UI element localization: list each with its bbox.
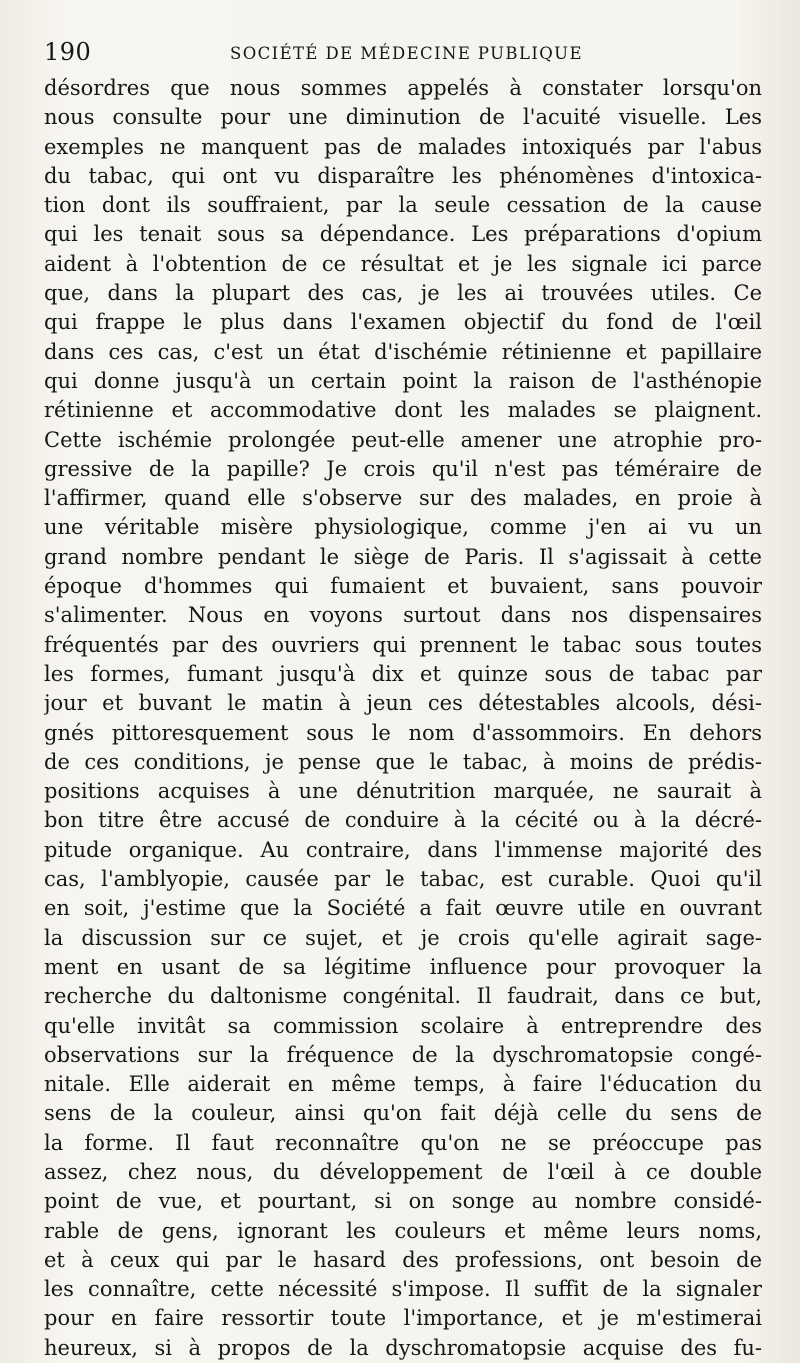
text-line: la forme. Il faut reconnaître qu'on ne se préoccupe pas (44, 1130, 762, 1155)
text-line: cas, l'amblyopie, causée par le tabac, est curable. Quoi qu'il (44, 867, 762, 892)
text-line: de ces conditions, je pense que le tabac, à moins de prédis- (44, 749, 762, 774)
text-line: fréquentés par des ouvriers qui prennent le tabac sous toutes (44, 632, 762, 657)
text-line: recherche du daltonisme congénital. Il faudrait, dans ce but, (44, 984, 762, 1009)
text-line: pour en faire ressortir toute l'importance, et je m'estimerai (44, 1306, 762, 1331)
text-line: rable de gens, ignorant les couleurs et même leurs noms, (44, 1218, 762, 1243)
text-line: et à ceux qui par le hasard des professions, ont besoin de (44, 1247, 762, 1272)
text-line: gnés pittoresquement sous le nom d'assommoirs. En dehors (44, 720, 762, 745)
text-line: nous consulte pour une diminution de l'acuité visuelle. Les (44, 105, 762, 130)
text-line: que, dans la plupart des cas, je les ai trouvées utiles. Ce (44, 281, 762, 306)
text-line: la discussion sur ce sujet, et je crois qu'elle agirait sage- (44, 925, 762, 950)
text-line: les formes, fumant jusqu'à dix et quinze sous de tabac par (44, 661, 762, 686)
text-line: qui donne jusqu'à un certain point la raison de l'asthénopie (44, 368, 762, 393)
text-line: observations sur la fréquence de la dyschromatopsie congé- (44, 1042, 762, 1067)
text-line: qu'elle invitât sa commission scolaire à entreprendre des (44, 1013, 762, 1038)
text-line: ment en usant de sa légitime influence pour provoquer la (44, 954, 762, 979)
text-line: désordres que nous sommes appelés à constater lorsqu'on (44, 76, 762, 100)
text-line: du tabac, qui ont vu disparaître les phénomènes d'intoxica- (44, 163, 762, 188)
text-line: jour et buvant le matin à jeun ces détestables alcools, dési- (44, 691, 762, 716)
running-head (44, 34, 762, 74)
text-line: point de vue, et pourtant, si on songe au nombre considé- (44, 1189, 762, 1214)
text-line: bon titre être accusé de conduire à la cécité ou à la décré- (44, 808, 762, 833)
text-line: une véritable misère physiologique, comme j'en ai vu un (44, 515, 762, 540)
body-text (44, 74, 762, 1363)
text-line: Cette ischémie prolongée peut-elle amener une atrophie pro- (44, 427, 762, 452)
text-line: époque d'hommes qui fumaient et buvaient, sans pouvoir (44, 574, 762, 599)
text-line: nitale. Elle aiderait en même temps, à faire l'éducation du (44, 1072, 762, 1097)
text-line: pitude organique. Au contraire, dans l'immense majorité des (44, 837, 762, 862)
text-line: s'alimenter. Nous en voyons surtout dans nos dispensaires (44, 603, 762, 628)
text-line: heureux, si à propos de la dyschromatopsie acquise des fu- (44, 1335, 762, 1360)
text-line: sens de la couleur, ainsi qu'on fait déjà celle du sens de (44, 1101, 762, 1126)
text-line: qui les tenait sous sa dépendance. Les préparations d'opium (44, 222, 762, 247)
text-line: tion dont ils souffraient, par la seule cessation de la cause (44, 193, 762, 218)
text-line: les connaître, cette nécessité s'impose. Il suffit de la signaler (44, 1277, 762, 1302)
text-line: grand nombre pendant le siège de Paris. Il s'agissait à cette (44, 544, 762, 569)
text-line: gressive de la papille? Je crois qu'il n'est pas téméraire de (44, 456, 762, 481)
text-line: dans ces cas, c'est un état d'ischémie rétinienne et papillaire (44, 339, 762, 364)
page-number: 190 (44, 38, 92, 66)
text-line: en soit, j'estime que la Société a fait œuvre utile en ouvrant (44, 896, 762, 921)
text-line: aident à l'obtention de ce résultat et je les signale ici parce (44, 251, 762, 276)
text-line: rétinienne et accommodative dont les malades se plaignent. (44, 398, 762, 423)
text-line: l'affirmer, quand elle s'observe sur des malades, en proie à (44, 486, 762, 511)
text-line: exemples ne manquent pas de malades intoxiqués par l'abus (44, 134, 762, 159)
text-line: assez, chez nous, du développement de l'œil à ce double (44, 1159, 762, 1184)
text-line: positions acquises à une dénutrition marquée, ne saurait à (44, 779, 762, 804)
text-line: qui frappe le plus dans l'examen objectif du fond de l'œil (44, 310, 762, 335)
running-title: SOCIÉTÉ DE MÉDECINE PUBLIQUE (230, 44, 583, 63)
